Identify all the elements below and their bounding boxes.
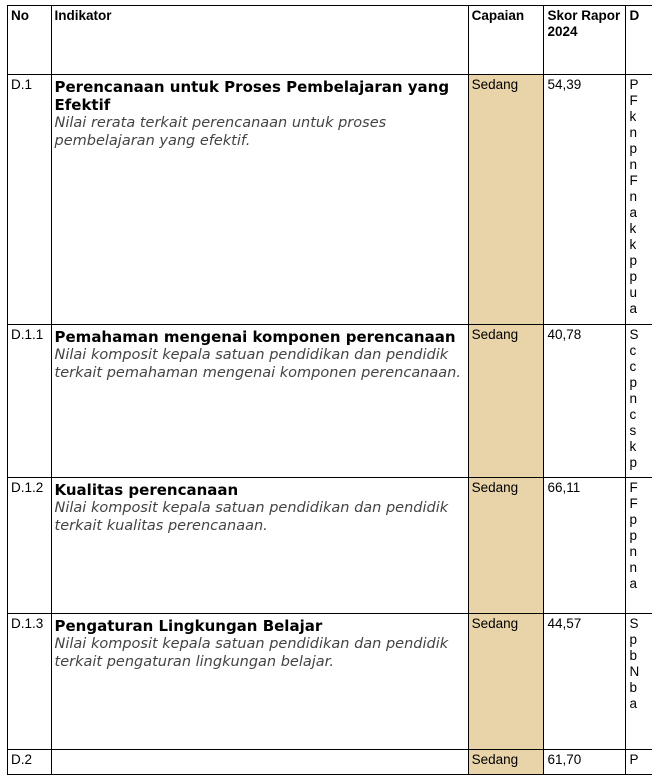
table-row — [8, 614, 652, 750]
description-cell-truncated: P — [626, 750, 652, 775]
row-number: D.1.1 — [8, 325, 52, 478]
indicator-cell — [51, 614, 468, 750]
description-cell-truncated: S p b N b a — [626, 614, 652, 750]
indicator-table — [7, 5, 652, 775]
indicator-description: Nilai rerata terkait perencanaan untuk proses pembelajaran yang efektif. — [55, 114, 465, 150]
description-cell-truncated: F F p p n n a — [626, 478, 652, 614]
table-row — [8, 750, 652, 775]
row-number: D.2 — [8, 750, 52, 775]
table-row — [8, 325, 652, 478]
header-capaian: Capaian — [468, 6, 544, 75]
indicator-title: Kualitas perencanaan — [55, 481, 465, 499]
table-row — [8, 75, 652, 325]
score-cell: 61,70 — [544, 750, 626, 775]
score-cell: 66,11 — [544, 478, 626, 614]
score-cell: 54,39 — [544, 75, 626, 325]
row-number: D.1.2 — [8, 478, 52, 614]
description-cell-truncated: S c c p n c s k p — [626, 325, 652, 478]
capaian-cell: Sedang — [468, 325, 544, 478]
indicator-cell — [51, 75, 468, 325]
indicator-description: Nilai komposit kepala satuan pendidikan dan pendidik terkait kualitas perencanaan. — [55, 499, 465, 535]
row-number: D.1 — [8, 75, 52, 325]
capaian-cell: Sedang — [468, 75, 544, 325]
indicator-title: Perencanaan untuk Proses Pembelajaran yang Efektif — [55, 78, 465, 114]
capaian-cell: Sedang — [468, 478, 544, 614]
indicator-description: Nilai komposit kepala satuan pendidikan dan pendidik terkait pemahaman mengenai komponen perencanaan. — [55, 346, 465, 382]
header-indikator: Indikator — [51, 6, 468, 75]
indicator-title: Pemahaman mengenai komponen perencanaan — [55, 328, 465, 346]
description-cell-truncated: P F k n p n F n a k k p p u a — [626, 75, 652, 325]
table-header-row — [8, 6, 652, 75]
indicator-description: Nilai komposit kepala satuan pendidikan dan pendidik terkait pengaturan lingkungan belajar. — [55, 635, 465, 671]
score-cell: 40,78 — [544, 325, 626, 478]
header-skor: Skor Rapor 2024 — [544, 6, 626, 75]
header-no: No — [8, 6, 52, 75]
indicator-cell — [51, 478, 468, 614]
indicator-title: Pengaturan Lingkungan Belajar — [55, 617, 465, 635]
capaian-cell: Sedang — [468, 614, 544, 750]
table-row — [8, 478, 652, 614]
indicator-cell — [51, 325, 468, 478]
capaian-cell: Sedang — [468, 750, 544, 775]
row-number: D.1.3 — [8, 614, 52, 750]
indicator-cell — [51, 750, 468, 775]
score-cell: 44,57 — [544, 614, 626, 750]
header-d: D — [626, 6, 652, 75]
